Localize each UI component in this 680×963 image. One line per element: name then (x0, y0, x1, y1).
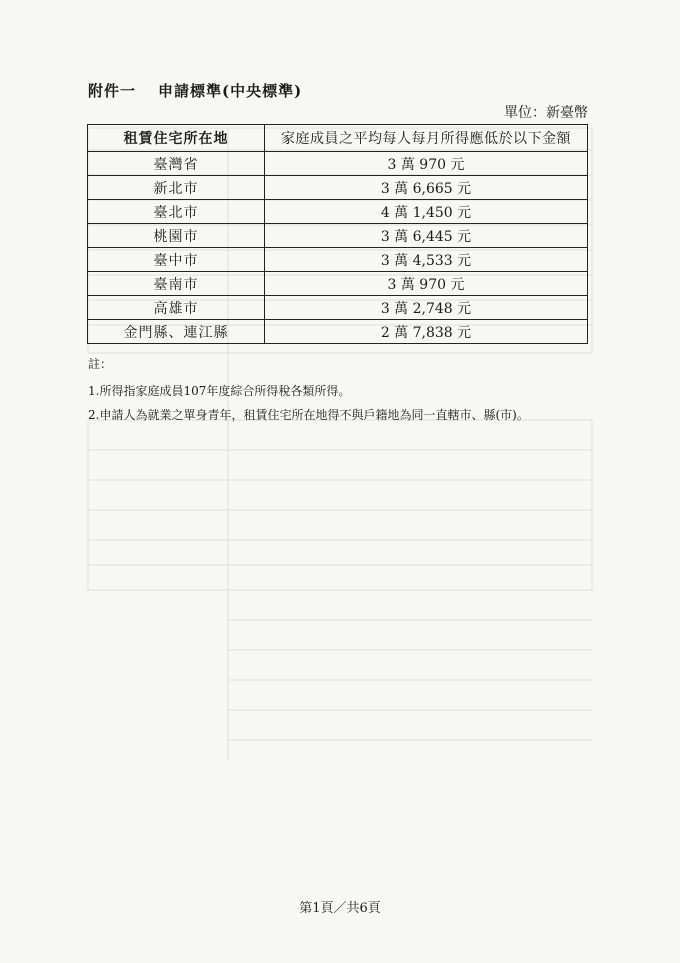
location-cell: 臺中市 (88, 248, 265, 272)
page-number: 第1頁／共6頁 (299, 901, 381, 916)
table-header-row (88, 125, 588, 152)
note-item: 2.申請人為就業之單身青年，租賃住宅所在地得不與戶籍地為同一直轄市、縣(市)。 (88, 408, 529, 422)
location-cell: 桃園市 (88, 224, 265, 248)
table-row (88, 320, 588, 344)
location-cell: 金門縣、連江縣 (88, 320, 265, 344)
table-row (88, 152, 588, 176)
amount-cell: 3 萬 970 元 (265, 152, 588, 176)
location-cell: 新北市 (88, 176, 265, 200)
amount-cell: 3 萬 2,748 元 (265, 296, 588, 320)
table-row (88, 200, 588, 224)
location-cell: 臺灣省 (88, 152, 265, 176)
title-main: 申請標準(中央標準) (158, 82, 303, 100)
amount-cell: 3 萬 6,445 元 (265, 224, 588, 248)
column-header-amount: 家庭成員之平均每人每月所得應低於以下金額 (265, 125, 588, 152)
table-row (88, 272, 588, 296)
amount-cell: 3 萬 6,665 元 (265, 176, 588, 200)
amount-cell: 3 萬 970 元 (265, 272, 588, 296)
table-row (88, 176, 588, 200)
title-prefix: 附件一 (88, 82, 137, 100)
table-row (88, 296, 588, 320)
table-row (88, 224, 588, 248)
amount-cell: 4 萬 1,450 元 (265, 200, 588, 224)
amount-cell: 3 萬 4,533 元 (265, 248, 588, 272)
location-cell: 高雄市 (88, 296, 265, 320)
page-title (88, 80, 302, 101)
location-cell: 臺南市 (88, 272, 265, 296)
location-cell: 臺北市 (88, 200, 265, 224)
table-row (88, 248, 588, 272)
income-standard-table (87, 124, 588, 344)
notes-heading: 註： (88, 357, 113, 371)
amount-cell: 2 萬 7,838 元 (265, 320, 588, 344)
column-header-location: 租賃住宅所在地 (88, 125, 265, 152)
note-item: 1.所得指家庭成員107年度綜合所得稅各類所得。 (88, 384, 351, 398)
unit-label: 單位：新臺幣 (504, 105, 588, 121)
notes-section (88, 352, 529, 427)
